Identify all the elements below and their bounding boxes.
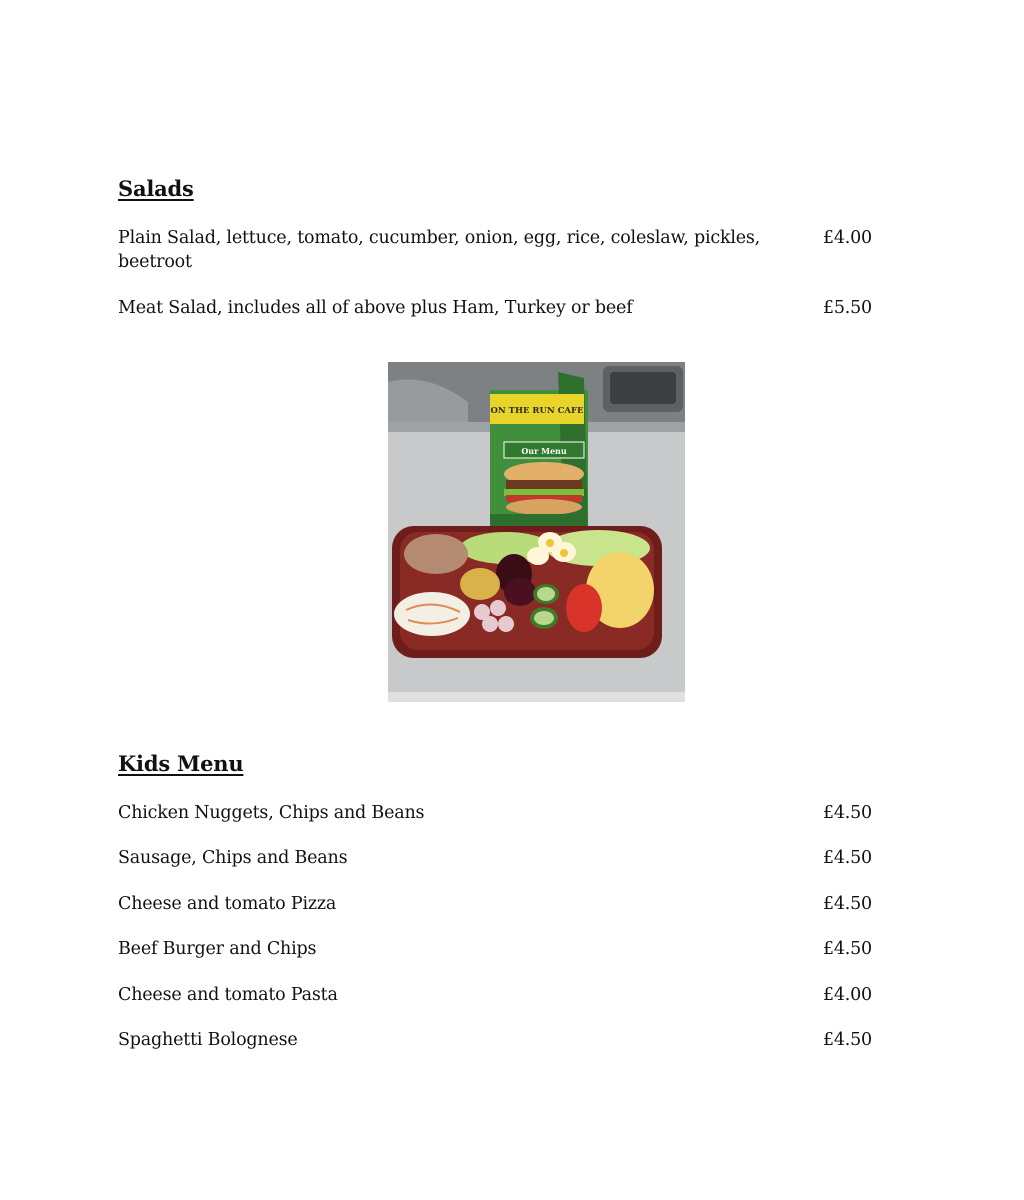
menu-item-name: Plain Salad, lettuce, tomato, cucumber, onion, egg, rice, coleslaw, pickles, beetroot: [118, 228, 761, 272]
menu-item-pizza: [118, 892, 872, 916]
salads-heading: Salads: [118, 176, 194, 201]
menu-item-price: £4.50: [822, 803, 872, 823]
menu-item-pasta: [118, 983, 872, 1007]
menu-item-price: £4.00: [822, 228, 872, 248]
menu-item-beef-burger: [118, 937, 872, 961]
menu-card: [490, 372, 588, 532]
kids-menu-heading: Kids Menu: [118, 751, 244, 776]
menu-item-name: Chicken Nuggets, Chips and Beans: [118, 803, 425, 823]
menu-item-price: £4.50: [822, 848, 872, 868]
menu-item-name: Cheese and tomato Pizza: [118, 894, 337, 914]
menu-item-name: Spaghetti Bolognese: [118, 1030, 298, 1050]
menu-card-label: Our Menu: [521, 446, 567, 456]
menu-item-name: Beef Burger and Chips: [118, 939, 317, 959]
menu-item-price: £4.50: [822, 1030, 872, 1050]
menu-card-brand: ON THE RUN CAFE: [490, 406, 584, 416]
menu-item-name: Sausage, Chips and Beans: [118, 848, 348, 868]
menu-item-price: £4.50: [822, 939, 872, 959]
menu-item-price: £4.50: [822, 894, 872, 914]
menu-item-spaghetti: [118, 1028, 872, 1052]
salad-platter-photo: [388, 362, 685, 702]
menu-item-meat-salad: [118, 296, 872, 320]
menu-item-name: Meat Salad, includes all of above plus Ham, Turkey or beef: [118, 298, 633, 318]
menu-item-sausage: [118, 846, 872, 870]
menu-item-plain-salad: [118, 226, 872, 274]
menu-item-chicken-nuggets: [118, 801, 872, 825]
menu-item-name: Cheese and tomato Pasta: [118, 985, 338, 1005]
menu-item-price: £5.50: [822, 298, 872, 318]
salad-tray: [392, 526, 662, 658]
menu-item-price: £4.00: [822, 985, 872, 1005]
